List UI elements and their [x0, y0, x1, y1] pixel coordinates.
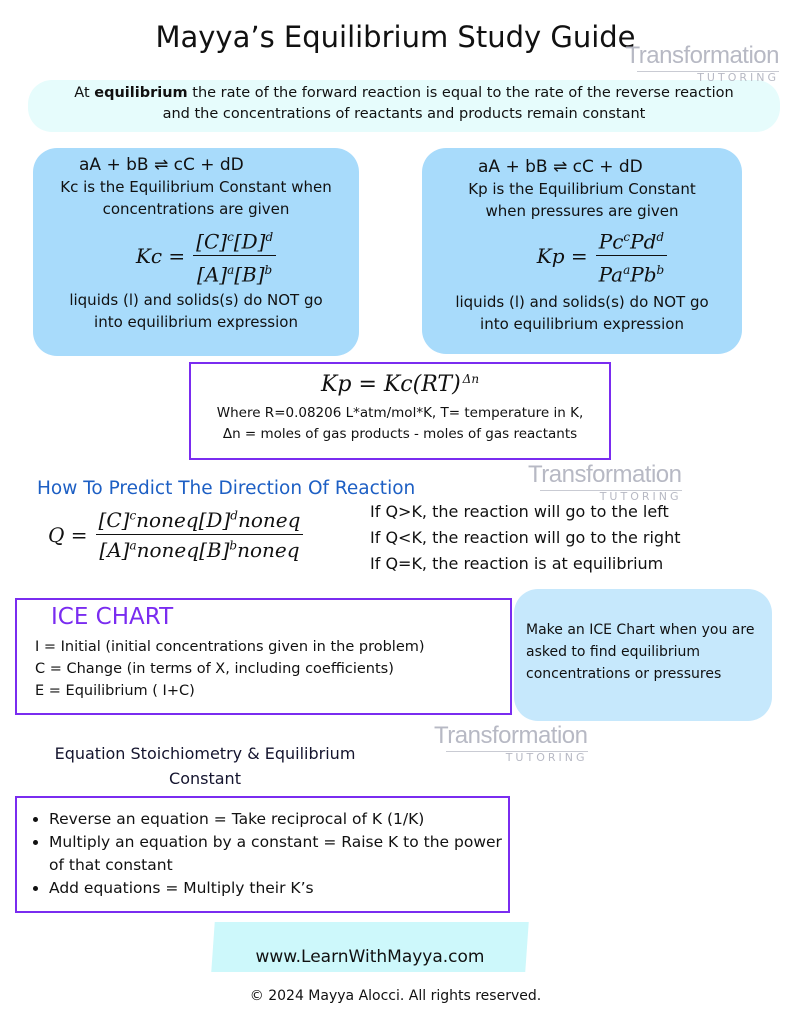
kc-box	[33, 148, 359, 356]
kc-formula: Kc = $\frac{[C]^c[D]^d}{[A]^a[B]^b}$	[136, 226, 276, 285]
ice-tip: Make an ICE Chart when you are asked to find equilibrium concentrations or pressures	[514, 589, 772, 721]
reaction-equation: aA + bB ⇌ cC + dD	[79, 155, 244, 175]
stoichiometry-box	[15, 796, 510, 913]
intro-text: At	[74, 85, 95, 101]
ice-equilibrium: E = Equilibrium ( I+C)	[35, 683, 195, 699]
ice-initial: I = Initial (initial concentrations given in the problem)	[35, 639, 425, 655]
logo-transformation-tutoring	[626, 44, 780, 84]
ice-chart-box	[15, 598, 512, 715]
logo-text: Transformation	[625, 42, 779, 69]
rule-q-equal: If Q=K, the reaction is at equilibrium	[370, 554, 664, 573]
logo-subtext: TUTORING	[446, 751, 588, 763]
website-link[interactable]: www.LearnWithMayya.com	[255, 947, 485, 967]
intro-text: and the concentrations of reactants and products remain constant	[162, 106, 646, 122]
copyright: © 2024 Mayya Alocci. All rights reserved.	[249, 988, 542, 1004]
q-formula: Q = $\frac{[C]^cnoneq[D]^dnoneq}{[A]^anoneq[B]^bnoneq}$	[48, 508, 303, 562]
kp-box	[422, 148, 742, 354]
logo-subtext: TUTORING	[540, 490, 682, 502]
logo-text: Transformation	[434, 722, 588, 749]
formula-lhs: Q =	[48, 523, 88, 547]
ice-change: C = Change (in terms of X, including coefficients)	[35, 661, 394, 677]
formula-lhs: Kp =	[536, 243, 588, 268]
direction-heading: How To Predict The Direction Of Reaction	[37, 478, 416, 499]
rule-q-less: If Q<K, the reaction will go to the right	[370, 528, 681, 547]
kc-description: Kc is the Equilibrium Constant when concentrations are given	[60, 178, 332, 218]
equilibrium-definition	[28, 80, 780, 132]
delta-n-note: Δn = moles of gas products - moles of gas reactants	[222, 426, 578, 442]
kp-note: liquids (l) and solids(s) do NOT go into equilibrium expression	[455, 293, 709, 334]
logo-transformation-tutoring	[528, 463, 682, 503]
logo-transformation-tutoring	[434, 724, 588, 764]
kp-kc-relation-box	[189, 362, 611, 460]
logo-text: Transformation	[528, 461, 682, 488]
logo-subtext: TUTORING	[637, 71, 779, 83]
kp-description: Kp is the Equilibrium Constant when pressures are given	[468, 180, 696, 220]
ice-heading: ICE CHART	[51, 604, 174, 630]
intro-text: the rate of the forward reaction is equal to the rate of the reverse reaction	[187, 85, 734, 101]
kp-kc-formula: Kp = Kc(RT) $^{\Delta n}$	[320, 371, 480, 397]
constants-note: Where R=0.08206 L*atm/mol*K, T= temperature in K,	[216, 405, 584, 421]
kp-formula: Kp = $\frac{Pc^cPd^d}{Pa^aPb^b}$	[537, 226, 667, 285]
stoichiometry-heading: Equation Stoichiometry & Equilibrium Constant	[54, 744, 356, 788]
rule-q-greater: If Q>K, the reaction will go to the left	[370, 502, 669, 521]
rule-multiply: • Multiply an equation by a constant = Raise K to the power of that constant	[49, 831, 508, 877]
intro-bold-term: equilibrium	[94, 85, 188, 101]
rule-reverse: • Reverse an equation = Take reciprocal of K (1/K)	[49, 808, 508, 831]
direction-rules	[370, 499, 680, 577]
kc-note: liquids (l) and solids(s) do NOT go into equilibrium expression	[69, 291, 323, 332]
reaction-equation: aA + bB ⇌ cC + dD	[478, 157, 643, 177]
rule-add: • Add equations = Multiply their K’s	[49, 877, 508, 900]
formula-lhs: Kc =	[135, 243, 186, 268]
page-title: Mayya’s Equilibrium Study Guide	[155, 20, 636, 54]
